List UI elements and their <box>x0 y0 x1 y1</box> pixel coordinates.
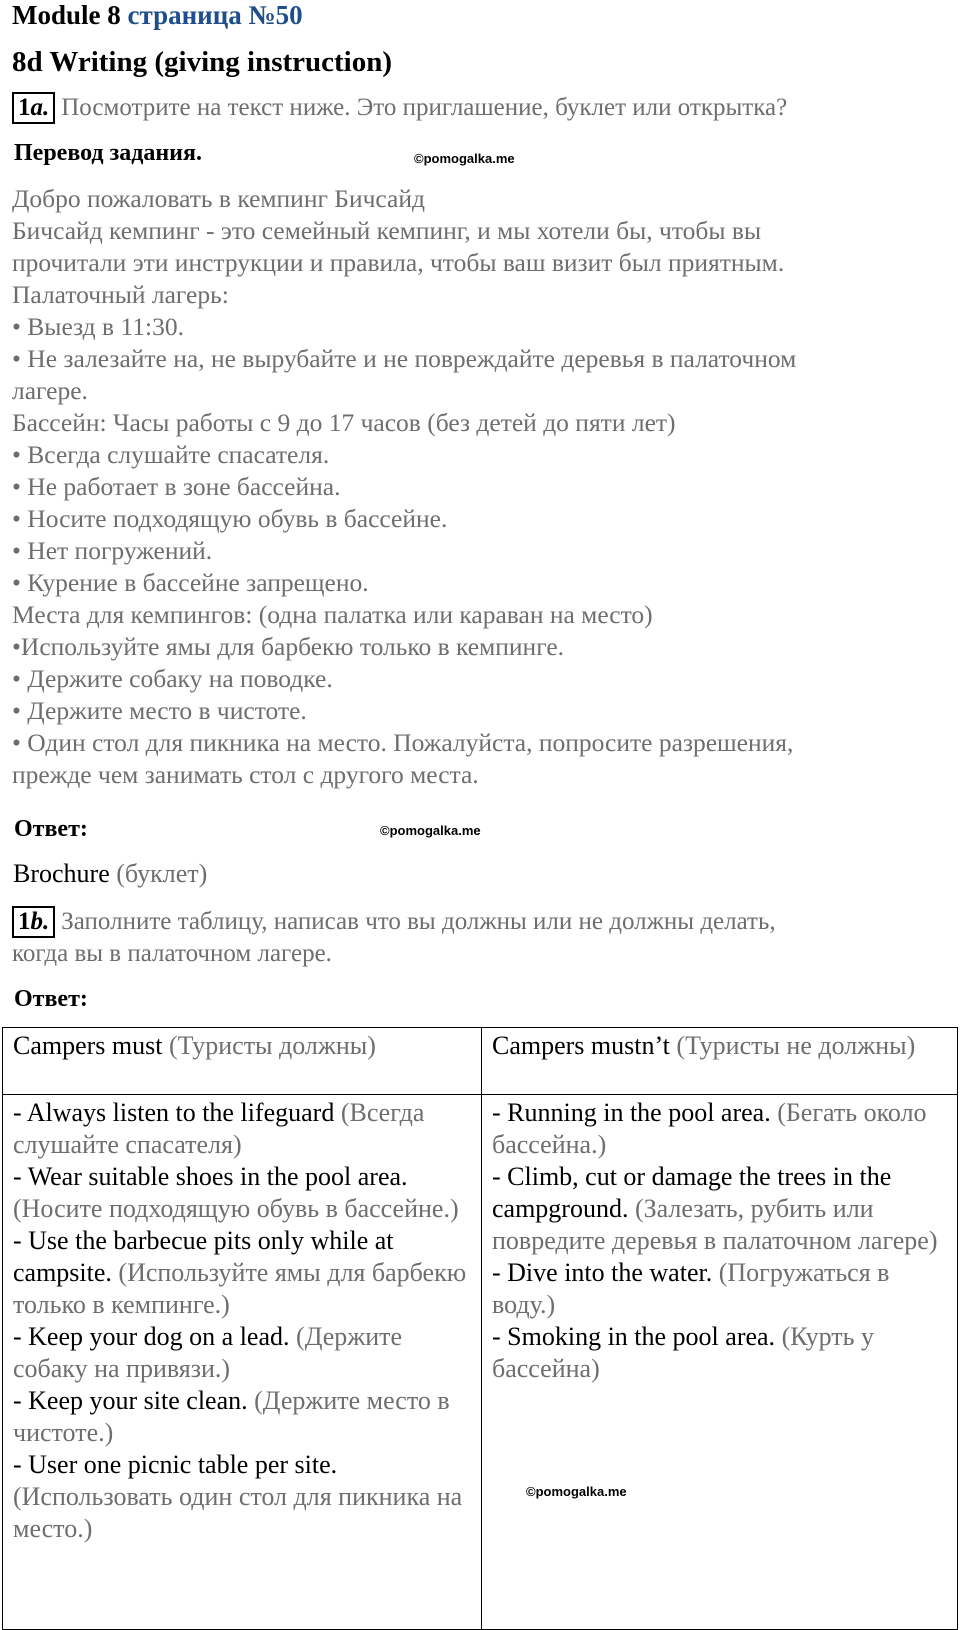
table-header-row <box>3 1028 958 1095</box>
translation-line: прочитали эти инструкции и правила, чтобы ваш визит был приятным. <box>12 248 785 277</box>
module-label: Module 8 <box>12 0 121 30</box>
task-1a <box>12 92 942 124</box>
task-1a-number: 1a. <box>12 92 55 124</box>
list-item: - Dive into the water. (Погружаться в воду.) <box>492 1258 890 1319</box>
translation-line: • Держите место в чистоте. <box>12 696 307 725</box>
table-header-must: Campers must (Туристы должны) <box>3 1028 482 1095</box>
page-number-label: страница №50 <box>127 0 303 30</box>
watermark: ©pomogalka.me <box>414 151 515 166</box>
translation-line: • Выезд в 11:30. <box>12 312 184 341</box>
translation-line: Бассейн: Часы работы с 9 до 17 часов (без детей до пяти лет) <box>12 408 676 437</box>
task-1b-text-line2: когда вы в палаточном лагере. <box>12 940 332 967</box>
task-1b <box>12 906 942 970</box>
translation-line: лагере. <box>12 376 88 405</box>
translation-line: • Всегда слушайте спасателя. <box>12 440 330 469</box>
translation-line: • Курение в бассейне запрещено. <box>12 568 369 597</box>
translation-line: • Не работает в зоне бассейна. <box>12 472 341 501</box>
task-1a-text: Посмотрите на текст ниже. Это приглашение, буклет или открытка? <box>61 94 788 121</box>
table-header-mustnt: Campers mustn’t (Туристы не должны) <box>482 1028 958 1095</box>
list-item: - Wear suitable shoes in the pool area. (Носите подходящую обувь в бассейне.) <box>13 1162 459 1223</box>
list-item: - Running in the pool area. (Бегать около бассейна.) <box>492 1098 927 1159</box>
translation-line: • Не залезайте на, не вырубайте и не повреждайте деревья в палаточном <box>12 344 797 373</box>
translation-line: • Держите собаку на поводке. <box>12 664 333 693</box>
translation-line: прежде чем занимать стол с другого места. <box>12 760 479 789</box>
answer-label-1a: Ответ: <box>14 816 88 842</box>
task-1b-number: 1b. <box>12 906 55 938</box>
list-item: - Use the barbecue pits only while at campsite. (Используйте ямы для барбекю только в кемпинге.) <box>13 1226 467 1319</box>
section-subtitle: 8d Writing (giving instruction) <box>12 46 393 78</box>
list-item: - Keep your site clean. (Держите место в чистоте.) <box>13 1386 450 1447</box>
translation-label: Перевод задания. <box>14 140 202 166</box>
task-1b-text-line1: Заполните таблицу, написав что вы должны или не должны делать, <box>61 908 776 935</box>
answer-1a-en: Brochure <box>13 859 110 888</box>
translation-line: •Используйте ямы для барбекю только в кемпинге. <box>12 632 565 661</box>
list-item: - Climb, cut or damage the trees in the campground. (Залезать, рубить или повредите деревья в палаточном лагере) <box>492 1162 938 1255</box>
must-list <box>3 1095 482 1630</box>
mustnt-list <box>482 1095 958 1630</box>
table-row <box>3 1095 958 1630</box>
answer-label-1b: Ответ: <box>14 986 88 1012</box>
list-item: - Smoking in the pool area. (Курть у бассейна) <box>492 1322 874 1383</box>
page-title <box>12 0 303 30</box>
answer-1a-ru: (буклет) <box>116 859 208 888</box>
translation-line: Палаточный лагерь: <box>12 280 229 309</box>
answer-table <box>2 1027 958 1630</box>
translation-text <box>12 183 942 791</box>
list-item: - Keep your dog on a lead. (Держите собаку на привязи.) <box>13 1322 403 1383</box>
translation-line: Добро пожаловать в кемпинг Бичсайд <box>12 184 425 213</box>
watermark: ©pomogalka.me <box>380 823 481 838</box>
translation-line: Бичсайд кемпинг - это семейный кемпинг, и мы хотели бы, чтобы вы <box>12 216 762 245</box>
translation-line: • Нет погружений. <box>12 536 213 565</box>
watermark: ©pomogalka.me <box>526 1484 627 1499</box>
answer-1a <box>13 858 207 890</box>
translation-line: • Один стол для пикника на место. Пожалуйста, попросите разрешения, <box>12 728 794 757</box>
translation-line: Места для кемпингов: (одна палатка или караван на место) <box>12 600 653 629</box>
list-item: - Always listen to the lifeguard (Всегда слушайте спасателя) <box>13 1098 425 1159</box>
list-item: - User one picnic table per site. (Использовать один стол для пикника на место.) <box>13 1450 463 1543</box>
translation-line: • Носите подходящую обувь в бассейне. <box>12 504 448 533</box>
